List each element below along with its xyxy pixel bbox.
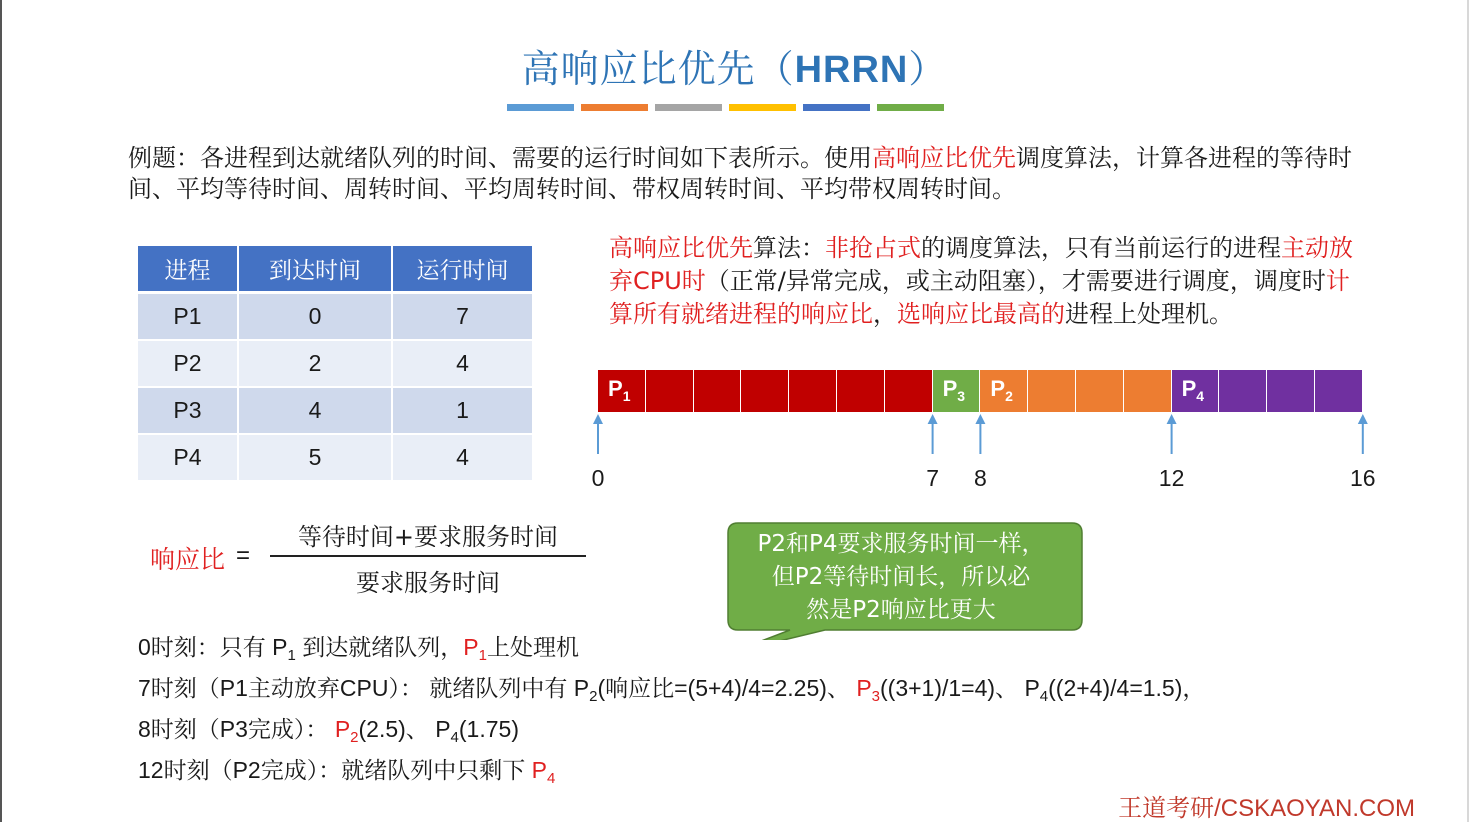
fraction-bar xyxy=(270,555,586,557)
table-cell: P3 xyxy=(138,387,238,434)
gantt-cell xyxy=(1219,370,1267,412)
table-cell: 7 xyxy=(392,293,533,341)
formula-numerator: 等待时间+要求服务时间 xyxy=(297,523,559,551)
arrow-head xyxy=(1358,414,1368,424)
table-cell: 5 xyxy=(238,434,392,481)
arrow-head xyxy=(928,414,938,424)
gantt-cell xyxy=(1076,370,1124,412)
table-cell: 4 xyxy=(392,434,533,481)
gantt-cell xyxy=(885,370,933,412)
stripe xyxy=(803,104,870,111)
table-cell: P4 xyxy=(138,434,238,481)
formula-denominator: 要求服务时间 xyxy=(356,569,500,597)
tick-label: 7 xyxy=(926,465,939,491)
formula-equals: = xyxy=(236,542,251,569)
scheduling-steps xyxy=(138,631,1378,795)
column-header: 到达时间 xyxy=(238,246,392,293)
gantt-segment-label: $P_4$ xyxy=(1181,376,1205,404)
callout-line: P2和P4要求服务时间一样， xyxy=(757,531,1045,557)
column-header: 运行时间 xyxy=(392,246,533,293)
table-cell: 1 xyxy=(392,387,533,434)
table-cell: P1 xyxy=(138,293,238,341)
slide-title: 高响应比优先（HRRN） xyxy=(521,47,948,91)
table-cell: 0 xyxy=(238,293,392,341)
gantt-cell xyxy=(1028,370,1076,412)
stripe xyxy=(877,104,944,111)
gantt-segment-label: $P_1$ xyxy=(608,376,631,404)
step-t12: 12时刻（P2完成）：就绪队列中只剩下 $P_4$ xyxy=(138,757,556,787)
problem-statement: 例题：各进程到达就绪队列的时间、需要的运行时间如下表所示。使用高响应比优先调度算法，计算各进程的等待时间、平均等待时间、周转时间、平均周转时间、带权周转时间、平均带权周转时间。 xyxy=(128,144,1352,203)
stripe xyxy=(729,104,796,111)
stripe xyxy=(507,104,574,111)
stripe xyxy=(581,104,648,111)
gantt-cell xyxy=(1124,370,1172,412)
tick-label: 16 xyxy=(1350,465,1376,491)
formula-label: 响应比 xyxy=(150,545,226,574)
step-t7: 7时刻（P1主动放弃CPU）： 就绪队列中有 $P_2$(响应比=(5+4)/4=2.25)、 $P_3((3+1)/1=4)$、 $P_4((2+4)/4=1.5)$， xyxy=(138,675,1206,705)
gantt-cell xyxy=(837,370,885,412)
gantt-cell xyxy=(646,370,694,412)
gantt-cell xyxy=(694,370,742,412)
table-cell: 4 xyxy=(392,340,533,387)
tick-label: 0 xyxy=(591,465,605,491)
table-cell: 2 xyxy=(238,340,392,387)
tick-label: 12 xyxy=(1158,465,1185,491)
step-t8: 8时刻（P3完成）： $P_2(2.5)$、 $P_4(1.75)$ xyxy=(138,716,519,746)
stripe xyxy=(655,104,722,111)
callout-text xyxy=(726,528,1076,627)
step-t0: 0时刻：只有 $P_1$ 到达就绪队列，$P_1$上处理机 xyxy=(138,634,579,664)
footer-brand: 王道考研/CSKAOYAN.COM xyxy=(1118,795,1415,822)
gantt-segment-label: $P_3$ xyxy=(942,376,966,404)
table-row xyxy=(138,340,533,387)
table-row xyxy=(138,387,533,434)
table-header-row xyxy=(138,246,533,293)
callout-line: 然是P2响应比更大 xyxy=(806,597,996,623)
table-row xyxy=(138,434,533,481)
slide-left-edge xyxy=(0,0,2,822)
arrow-head xyxy=(1167,414,1177,424)
gantt-cell xyxy=(1315,370,1363,412)
gantt-cell xyxy=(789,370,837,412)
process-table xyxy=(138,246,534,482)
column-header: 进程 xyxy=(138,246,238,293)
table-row xyxy=(138,293,533,341)
table-cell: P2 xyxy=(138,340,238,387)
callout-line: 但P2等待时间长，所以必 xyxy=(771,564,1031,590)
gantt-cell xyxy=(1267,370,1315,412)
arrow-head xyxy=(593,414,603,424)
arrow-head xyxy=(975,414,985,424)
tick-label: 8 xyxy=(973,465,987,491)
algorithm-description: 高响应比优先算法：非抢占式的调度算法，只有当前运行的进程主动放弃CPU时（正常/异常完成，或主动阻塞），才需要进行调度，调度时计算所有就绪进程的响应比，选响应比最高的进程上处理机。 xyxy=(609,234,1353,328)
gantt-segment-label: $P_2$ xyxy=(990,376,1013,404)
gantt-cell xyxy=(741,370,789,412)
table-cell: 4 xyxy=(238,387,392,434)
